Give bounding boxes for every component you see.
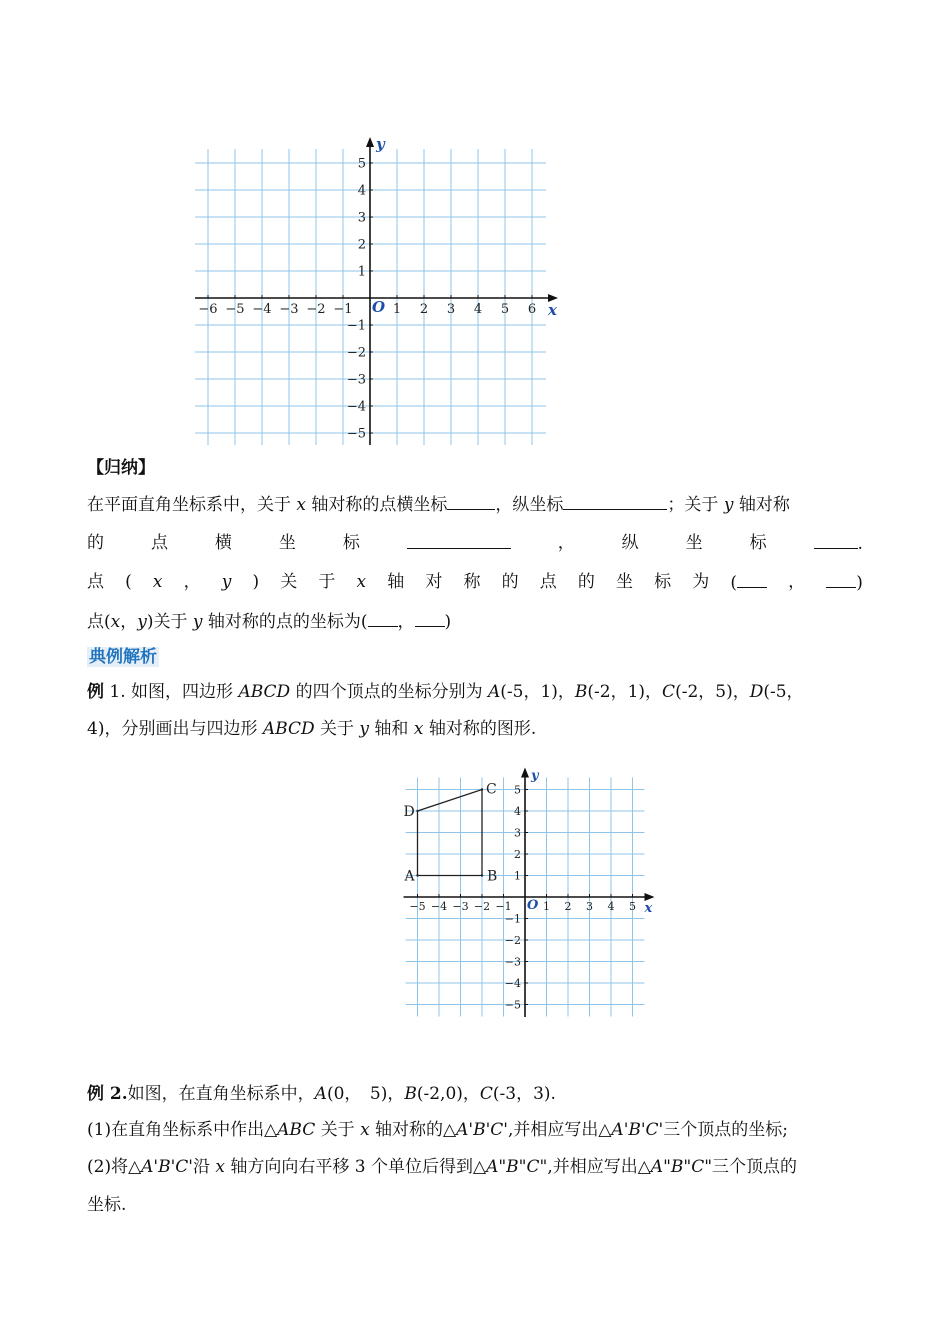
x-tick-label: −4 bbox=[252, 302, 272, 317]
summary-line-2: 的 点 横 坐 标 ， 纵 坐 标 . bbox=[87, 533, 863, 554]
example2-part-2-cont: 坐标. bbox=[87, 1195, 127, 1215]
x-tick-label: −6 bbox=[198, 302, 218, 317]
x-tick-label: 6 bbox=[527, 302, 537, 317]
x-tick-label: 4 bbox=[607, 900, 615, 913]
example2-line-1: 例 2.如图，在直角坐标系中，A(0， 5)，B(-2,0)，C(-3，3). bbox=[87, 1084, 556, 1104]
y-tick-label: 5 bbox=[357, 156, 366, 172]
vertex-d bbox=[416, 810, 418, 812]
y-tick-label: 2 bbox=[357, 237, 366, 253]
y-tick-label: 4 bbox=[357, 183, 366, 199]
x-tick-label: 5 bbox=[629, 900, 636, 913]
summary-line-1: 在平面直角坐标系中，关于 x 轴对称的点横坐标 ，纵坐标 ；关于 y 轴对称 bbox=[87, 492, 863, 517]
y-tick-label: −2 bbox=[504, 933, 521, 947]
y-axis-label: y bbox=[376, 135, 385, 153]
y-tick-label: −4 bbox=[346, 399, 366, 415]
x-axis-label: x bbox=[548, 301, 557, 319]
example2-part-1: (1)在直角坐标系中作出△ABC 关于 x 轴对称的△A'B'C',并相应写出△A'B'C'三个顶点的坐标; bbox=[87, 1120, 788, 1140]
vertex-label-b: B bbox=[487, 868, 498, 885]
example1-line-1: 例 1. 如图，四边形 ABCD 的四个顶点的坐标分别为 A(-5，1)，B(-2，1)，C(-2，5)，D(-5， bbox=[87, 682, 804, 702]
y-axis-label: y bbox=[531, 768, 539, 784]
y-tick-label: −5 bbox=[346, 426, 366, 442]
vertex-b bbox=[481, 874, 483, 876]
origin-label: O bbox=[372, 298, 386, 316]
x-tick-label: −1 bbox=[333, 302, 353, 317]
x-tick-label: 2 bbox=[564, 900, 572, 913]
y-tick-label: −1 bbox=[504, 912, 521, 926]
x-tick-label: −4 bbox=[430, 900, 448, 913]
x-tick-label: 4 bbox=[473, 302, 483, 317]
x-tick-label: −3 bbox=[452, 900, 469, 913]
y-tick-label: −2 bbox=[346, 345, 366, 361]
y-tick-label: −4 bbox=[504, 976, 521, 990]
summary-line-3: 点 ( x ， y ) 关 于 x 轴 对 称 的 点 的 坐 标 为 ( ， ) bbox=[87, 572, 863, 593]
vertex-label-c: C bbox=[486, 781, 497, 798]
vertex-label-d: D bbox=[403, 804, 415, 820]
origin-label: O bbox=[527, 898, 539, 913]
vertex-c bbox=[481, 788, 483, 790]
x-tick-label: −1 bbox=[495, 900, 512, 913]
x-tick-label: −2 bbox=[473, 900, 491, 913]
x-axis-arrow bbox=[645, 893, 655, 901]
x-axis-label: x bbox=[644, 901, 653, 916]
coordinate-grid-2 bbox=[395, 755, 670, 1017]
x-tick-label: 5 bbox=[500, 302, 510, 317]
x-tick-label: −5 bbox=[409, 900, 426, 913]
y-tick-label: −3 bbox=[504, 955, 521, 969]
summary-line-4: 点(x，y)关于 y 轴对称的点的坐标为( ， ) bbox=[87, 609, 863, 634]
y-tick-label: 4 bbox=[514, 804, 521, 818]
y-tick-label: 3 bbox=[357, 210, 366, 226]
x-tick-label: −2 bbox=[306, 302, 326, 317]
x-tick-label: −3 bbox=[279, 302, 299, 317]
x-tick-label: 1 bbox=[392, 302, 402, 317]
x-tick-label: −5 bbox=[225, 302, 245, 317]
y-axis-arrow bbox=[521, 768, 529, 778]
y-axis-arrow bbox=[366, 137, 374, 147]
x-tick-label: 2 bbox=[419, 302, 429, 317]
y-tick-label: 5 bbox=[514, 783, 521, 797]
vertex-label-a: A bbox=[404, 868, 415, 885]
section-heading: 典例解析 bbox=[89, 647, 157, 667]
coordinate-grid-1 bbox=[195, 115, 585, 445]
y-tick-label: −3 bbox=[346, 372, 366, 388]
y-tick-label: −1 bbox=[346, 318, 366, 334]
y-tick-label: 2 bbox=[514, 847, 521, 861]
y-tick-label: −5 bbox=[504, 998, 521, 1012]
x-tick-label: 3 bbox=[586, 900, 593, 913]
y-tick-label: 1 bbox=[514, 869, 521, 883]
y-tick-label: 3 bbox=[514, 826, 521, 840]
summary-title: 【归纳】 bbox=[87, 458, 155, 478]
x-tick-label: 1 bbox=[543, 900, 550, 913]
example2-part-2: (2)将△A'B'C'沿 x 轴方向向右平移 3 个单位后得到△A"B"C",并相应写出△A"B"C"三个顶点的 bbox=[87, 1157, 798, 1177]
y-tick-label: 1 bbox=[357, 264, 366, 280]
example1-line-2: 4)，分别画出与四边形 ABCD 关于 y 轴和 x 轴对称的图形. bbox=[87, 719, 537, 739]
vertex-a bbox=[416, 874, 418, 876]
x-tick-label: 3 bbox=[446, 302, 456, 317]
